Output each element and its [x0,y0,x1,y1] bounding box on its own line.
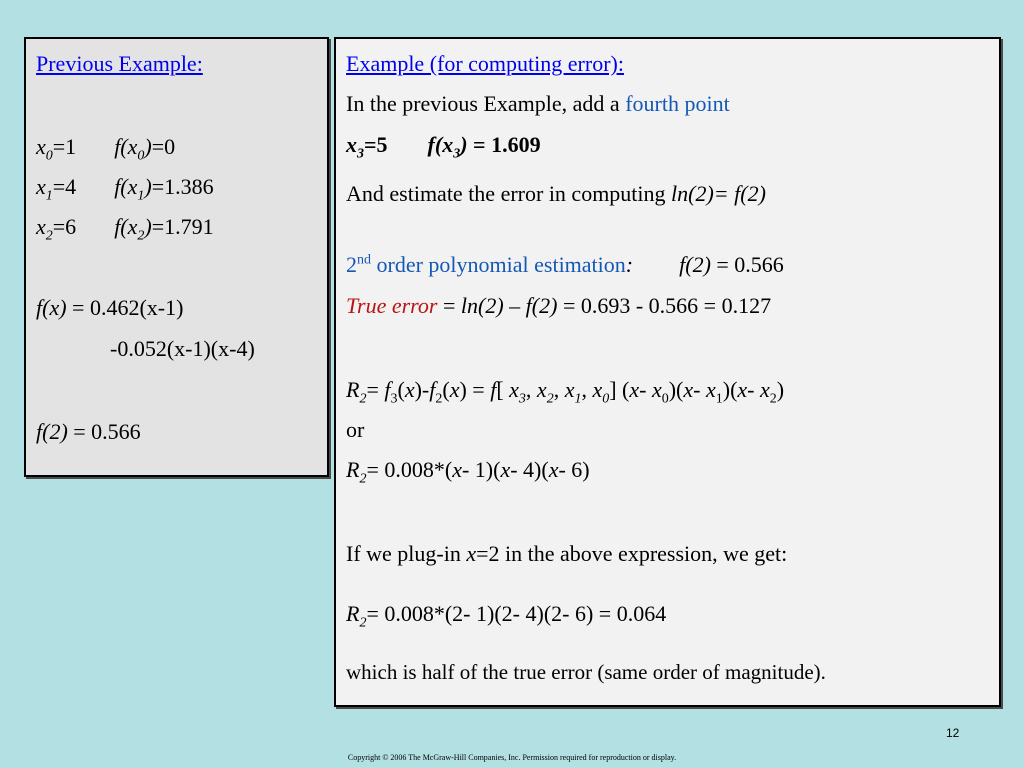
point-x2: $x_2=6$ $f(x_2)=1.791$ [36,214,214,244]
previous-example-box [24,37,329,477]
slide-number: 12 [946,726,960,740]
point-x0: $x_0=1$ $f(x_0)=0$ [36,134,176,164]
fourth-point: $x_3=5$ $f(x_3) = 1.609$ [346,132,541,162]
r2-general-formula: $R_2= f_3(x)-f_2(x) = f$[ $x_3$, $x_2$, $x_1$, $x_0$] (x- $x_0)(x-$ $x_1)(x-$ $x_2$) [346,377,785,407]
polynomial-line-2: -0.052(x-1)(x-4) [110,336,255,361]
copyright-notice: Copyright © 2006 The McGraw-Hill Companies, Inc. Permission required for reproduction or display. [347,753,677,762]
f2-result: f(2) = 0.566 [36,419,141,444]
polynomial-line-1: f(x) = 0.462(x-1) [36,295,184,320]
or-text: or [346,417,365,442]
polynomial-estimation-line: 2nd order polynomial estimation: f(2) = 0.566 [346,252,784,277]
intro-line: In the previous Example, add a fourth point [346,91,730,116]
true-error-line: True error = ln(2) – f(2) = 0.693 - 0.566 = 0.127 [346,293,772,318]
estimate-line: And estimate the error in computing ln(2)= f(2) [346,181,766,206]
error-example-title[interactable]: Example (for computing error): [346,51,624,76]
previous-example-title[interactable]: Previous Example: [36,51,203,76]
r2-value-line: $R_2= 0.008*(2-$ 1)(2- 4)(2- 6) = 0.064 [346,601,667,631]
error-example-box [334,37,1001,707]
conclusion-line: which is half of the true error (same order of magnitude). [346,660,826,684]
plug-in-line: If we plug-in x=2 in the above expression, we get: [346,541,788,566]
point-x1: $x_1=4$ $f(x_1)=1.386$ [36,174,214,204]
r2-specific-formula: $R_2= 0.008*(x-$ 1)(x- 4)(x- 6) [346,457,590,487]
